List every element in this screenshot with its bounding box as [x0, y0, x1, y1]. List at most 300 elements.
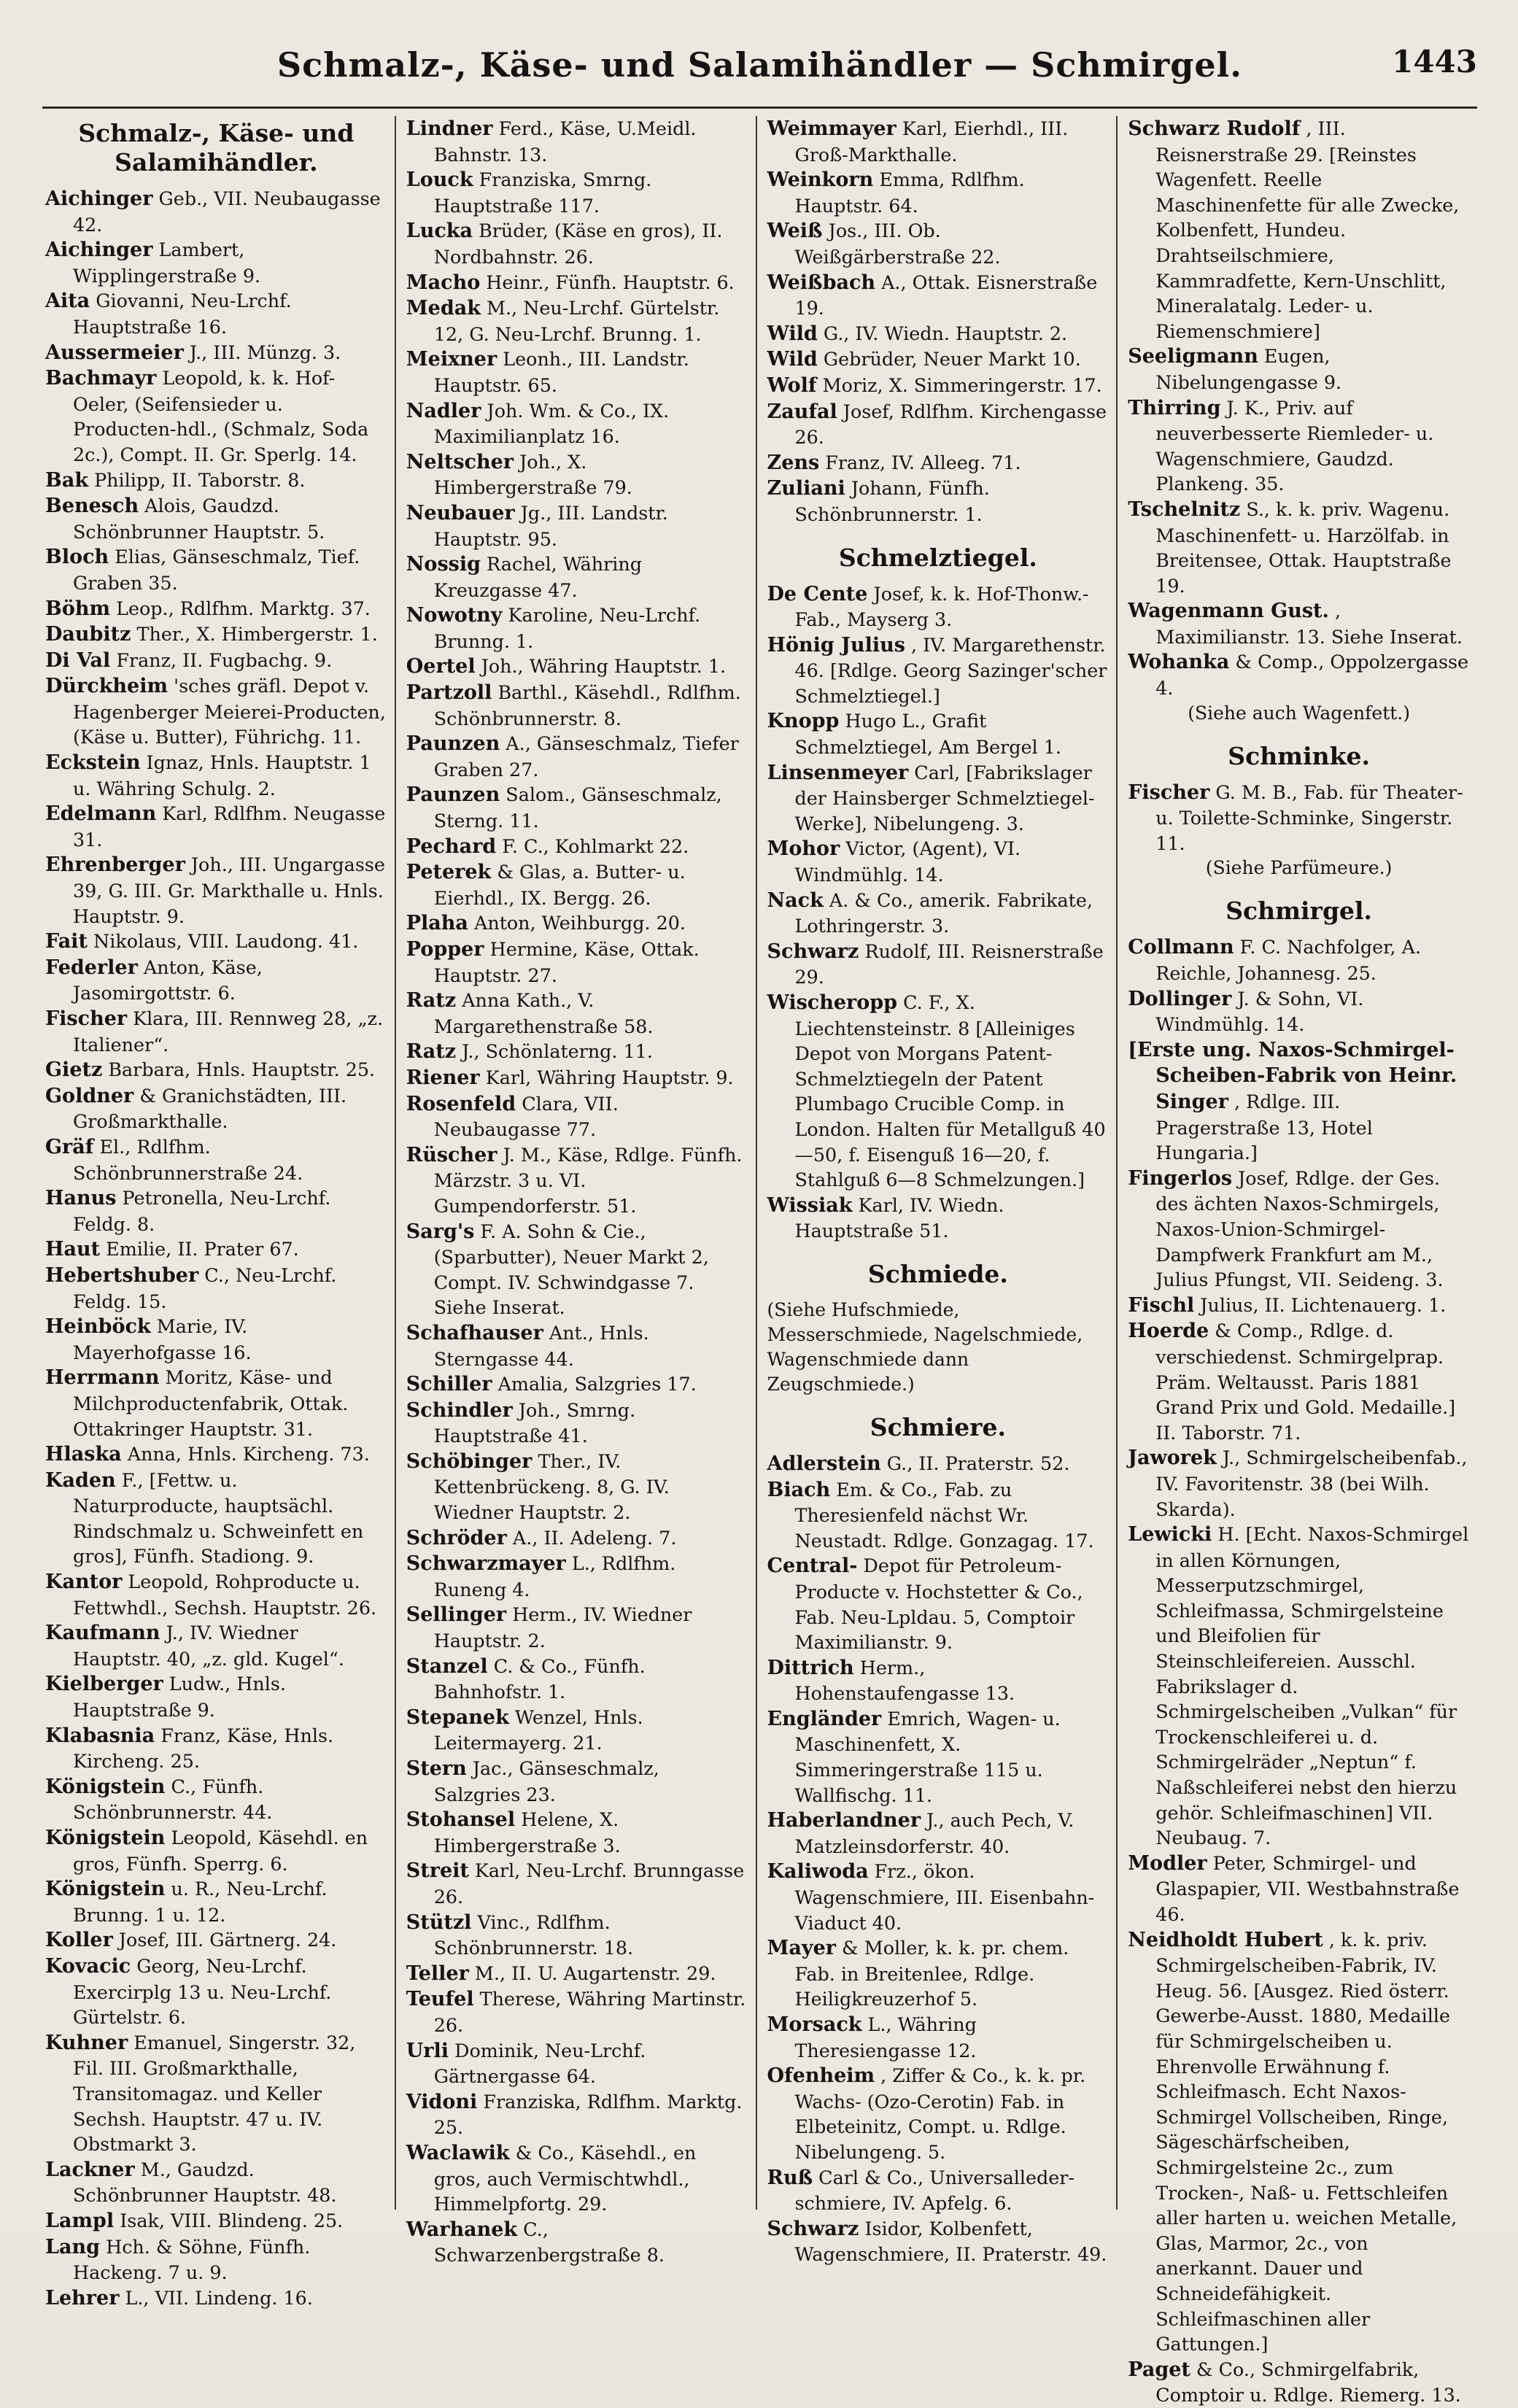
directory-entry: [1128, 116, 1470, 344]
directory-entry: [767, 218, 1110, 269]
entry-details: Jos., III. Ob. Weißgärberstraße 22.: [794, 220, 1001, 268]
directory-entry: [406, 910, 748, 937]
directory-entry: [767, 2063, 1110, 2164]
entry-name: Weiß: [767, 220, 823, 243]
entry-details: Peter, Schmirgel- und Glaspapier, VII. Westbahnstraße 46.: [1155, 1851, 1460, 1925]
entry-details: Nikolaus, VIII. Laudong. 41.: [87, 930, 359, 953]
entry-name: Wagenmann Gust.: [1128, 600, 1329, 623]
directory-entry: [406, 167, 748, 218]
entry-details: Joh., Smrng. Hauptstraße 41.: [433, 1398, 636, 1447]
entry-name: Kuhner: [45, 2031, 128, 2054]
directory-entry: [406, 1142, 748, 1219]
entry-details: , Maximilianstr. 13. Siehe Inserat.: [1155, 600, 1463, 648]
entry-name: Ofenheim: [767, 2064, 875, 2088]
directory-entry: [767, 321, 1110, 347]
entry-name: Neidholdt Hubert: [1128, 1928, 1323, 1951]
directory-entry: [406, 1065, 748, 1091]
entry-name: Schwarz: [767, 2217, 859, 2240]
entry-name: Popper: [406, 938, 484, 961]
entry-details: Karl, Währing Hauptstr. 9.: [479, 1066, 734, 1088]
directory-entry: [45, 2208, 387, 2234]
directory-entry: [45, 955, 387, 1006]
directory-entry: [767, 373, 1110, 399]
entry-name: Morsack: [767, 2013, 862, 2036]
entry-details: Leopold, Rohproducte u. Fettwhdl., Sechsh. Hauptstr. 26.: [73, 1571, 377, 1619]
entry-details: Therese, Währing Martinstr. 26.: [433, 1988, 746, 2036]
entry-details: Josef, Rdlge. der Ges. des ächten Naxos-Schmirgels, Naxos-Union-Schmirgel-Dampfwerk Frankfurt am M., Julius Pfungst, VII. Seideng. 3.: [1155, 1166, 1444, 1291]
directory-entry: [767, 399, 1110, 450]
directory-entry: [406, 1398, 748, 1449]
entry-details: , III. Reisnerstraße 29. [Reinstes Wagenfett. Reelle Maschinenfette für alle Zwecke, Kolbenfett, Hundeu. Drahtseilschmiere, Kammradfette, Kern-Unschlitt, Mineralatalg. Leder- u. Riemenschmiere]: [1155, 117, 1460, 342]
entry-name: Pechard: [406, 835, 497, 858]
entry-name: Wissiak: [767, 1193, 853, 1217]
entry-name: Stützl: [406, 1910, 472, 1934]
directory-entry: [406, 2038, 748, 2089]
entry-name: Streit: [406, 1859, 469, 1883]
directory-entry: [45, 1468, 387, 1569]
running-title: Schmalz-, Käse- und Salamihändler — Schmirgel.: [276, 45, 1243, 85]
entry-name: Lackner: [45, 2158, 135, 2181]
entry-details: Em. & Co., Fab. zu Theresienfeld nächst Wr. Neustadt. Rdlge. Gonzagag. 17.: [794, 1478, 1094, 1552]
entry-details: & Granichstädten, III. Großmarkthalle.: [73, 1084, 347, 1133]
directory-entry: [45, 1083, 387, 1134]
directory-entry: [45, 1314, 387, 1365]
directory-entry: [767, 1808, 1110, 1859]
entry-name: Teufel: [406, 1988, 474, 2011]
entry-name: Aussermeier: [45, 341, 184, 364]
entry-details: C., Fünfh. Schönbrunnerstr. 44.: [73, 1775, 273, 1824]
directory-entry: [767, 270, 1110, 321]
directory-entry: [45, 1006, 387, 1057]
entry-details: Wenzel, Hnls. Leitermayerg. 21.: [433, 1706, 643, 1754]
entry-name: Gräf: [45, 1135, 94, 1158]
entry-details: & Co., Käsehdl., en gros, auch Vermischtwhdl., Himmelpfortg. 29.: [433, 2141, 697, 2215]
section-heading: Schminke.: [1228, 741, 1370, 770]
entry-details: & Glas, a. Butter- u. Eierhdl., IX. Bergg. 26.: [433, 861, 686, 909]
entry-details: Carl, [Fabrikslager der Hainsberger Schmelztiegel-Werke], Nibelungeng. 3.: [794, 761, 1095, 835]
entry-details: Clara, VII. Neubaugasse 77.: [433, 1092, 619, 1141]
entry-details: Frz., ökon. Wagenschmiere, III. Eisenbahn-Viaduct 40.: [794, 1860, 1095, 1934]
directory-entry: [767, 1706, 1110, 1808]
entry-name: Teller: [406, 1962, 469, 1985]
entry-name: Modler: [1128, 1851, 1207, 1875]
entry-details: u. R., Neu-Lrchf. Brunng. 1 u. 12.: [73, 1878, 328, 1926]
entry-details: C. F., X. Liechtensteinstr. 8 [Alleiniges Depot von Morgans Patent-Schmelztiegeln der Patent Plumbago Crucible Comp. in London. Halten für Metallguß 40—50, f. Eisenguß 16—20, f. Stahlguß 6—8 Schmelzungen.]: [794, 991, 1106, 1191]
entry-name: Di Val: [45, 649, 111, 672]
entry-name: Warhanek: [406, 2218, 518, 2241]
column-3: [756, 116, 1117, 2266]
entry-details: Alois, Gaudzd. Schönbrunner Hauptstr. 5.: [73, 495, 325, 543]
directory-entry: [406, 680, 748, 731]
directory-entry: [45, 1236, 387, 1263]
entry-name: Mohor: [767, 837, 840, 861]
directory-entry: [406, 116, 748, 167]
directory-entry: [45, 544, 387, 595]
entry-details: Ther., IV. Kettenbrückeng. 8, G. IV. Wiedner Hauptstr. 2.: [433, 1449, 670, 1524]
entry-name: Paget: [1128, 2358, 1190, 2381]
entry-name: Tschelnitz: [1128, 498, 1241, 521]
entry-details: Rudolf, III. Reisnerstraße 29.: [794, 940, 1104, 988]
entry-name: Koller: [45, 1929, 113, 1952]
directory-entry: [45, 852, 387, 929]
directory-entry: [406, 1602, 748, 1653]
entry-details: A., Gänseschmalz, Tiefer Graben 27.: [433, 732, 739, 781]
section-heading: Schmirgel.: [1225, 897, 1373, 926]
directory-entry: [406, 1654, 748, 1705]
directory-entry: [45, 1263, 387, 1314]
entry-name: Fingerlos: [1128, 1166, 1233, 1190]
directory-entry: [767, 1655, 1110, 1706]
entry-name: Kaliwoda: [767, 1860, 869, 1884]
entry-name: Hoerde: [1128, 1320, 1209, 1343]
entry-details: Geb., VII. Neubaugasse 42.: [73, 187, 381, 236]
directory-entry: [406, 654, 748, 680]
section-heading: Schmalz-, Käse- und Salamihändler.: [78, 119, 355, 177]
entry-name: Paunzen: [406, 732, 500, 756]
directory-entry: [406, 1551, 748, 1602]
entry-name: Mayer: [767, 1937, 836, 1960]
entry-details: Elias, Gänseschmalz, Tief. Graben 35.: [73, 546, 360, 594]
entry-name: Bloch: [45, 546, 109, 569]
entry-details: L., VII. Lindeng. 16.: [119, 2286, 313, 2309]
entry-name: Böhm: [45, 597, 111, 620]
directory-entry: [406, 2140, 748, 2217]
directory-entry: [406, 1910, 748, 1961]
entry-name: Aita: [45, 290, 90, 313]
entry-name: Nowotny: [406, 604, 503, 627]
entry-name: Lewicki: [1128, 1523, 1212, 1546]
directory-entry: [45, 365, 387, 467]
entry-name: Schwarzmayer: [406, 1552, 566, 1576]
entry-name: Wolf: [767, 373, 817, 397]
entry-details: C., Schwarzenbergstraße 8.: [433, 2218, 665, 2266]
entry-details: G., IV. Wiedn. Hauptstr. 2.: [817, 322, 1068, 344]
entry-name: Fait: [45, 930, 88, 953]
directory-entry: [406, 859, 748, 910]
entry-details: J., Schönlaterng. 11.: [456, 1040, 653, 1063]
directory-entry: [767, 632, 1110, 709]
entry-name: Hönig Julius: [767, 633, 905, 657]
directory-entry: [45, 1569, 387, 1620]
entry-name: Neubauer: [406, 501, 515, 524]
directory-entry: [45, 1185, 387, 1236]
entry-details: Franz, IV. Alleeg. 71.: [819, 451, 1021, 473]
entry-name: Benesch: [45, 495, 139, 518]
entry-details: Marie, IV. Mayerhofgasse 16.: [73, 1315, 252, 1363]
directory-entry: [45, 1441, 387, 1468]
entry-name: Central-: [767, 1555, 858, 1578]
section-heading: Schmelztiegel.: [838, 543, 1037, 572]
entry-details: Joh. Wm. & Co., IX. Maximilianplatz 16.: [433, 399, 670, 448]
entry-details: G., II. Praterstr. 52.: [880, 1452, 1070, 1474]
directory-entry: [767, 760, 1110, 837]
entry-name: Neltscher: [406, 450, 514, 473]
entry-name: Kaufmann: [45, 1622, 160, 1645]
entry-name: Biach: [767, 1478, 831, 1501]
entry-name: Lindner: [406, 117, 493, 140]
directory-entry: [767, 708, 1110, 759]
directory-entry: [406, 937, 748, 988]
entry-name: Rüscher: [406, 1143, 497, 1166]
entry-details: Salom., Gänseschmalz, Sterng. 11.: [433, 783, 722, 832]
entry-details: Isidor, Kolbenfett, Wagenschmiere, II. Praterstr. 49.: [794, 2217, 1107, 2266]
entry-details: A., Ottak. Eisnerstraße 19.: [794, 271, 1098, 320]
directory-entry: [45, 1927, 387, 1954]
directory-entry: [406, 1961, 748, 1987]
directory-entry: [767, 2165, 1110, 2216]
entry-name: Zaufal: [767, 400, 837, 423]
directory-entry: [1128, 497, 1470, 598]
entry-name: Wischeropp: [767, 991, 898, 1014]
entry-name: Schwarz: [767, 940, 859, 963]
entry-name: Dollinger: [1128, 987, 1232, 1010]
entry-details: Karl, Neu-Lrchf. Brunngasse 26.: [433, 1859, 745, 1908]
entry-name: Federler: [45, 956, 138, 979]
entry-name: Eckstein: [45, 751, 141, 775]
directory-entry: [767, 1935, 1110, 2012]
directory-entry: [767, 347, 1110, 373]
entry-details: Hermine, Käse, Ottak. Hauptstr. 27.: [433, 938, 700, 986]
directory-entry: [406, 782, 748, 833]
entry-name: Aichinger: [45, 187, 153, 210]
entry-details: Georg, Neu-Lrchf. Exercirplg 13 u. Neu-Lrchf. Gürtelstr. 6.: [73, 1954, 332, 2029]
entry-name: Wild: [767, 322, 818, 345]
entry-details: Eugen, Nibelungengasse 9.: [1155, 345, 1342, 393]
entry-name: Ratz: [406, 989, 457, 1013]
directory-entry: [45, 1671, 387, 1722]
directory-entry: [45, 648, 387, 674]
entry-name: Bachmayr: [45, 367, 157, 390]
entry-name: Königstein: [45, 1775, 166, 1798]
column-4: [1116, 116, 1477, 2407]
entry-name: Hebertshuber: [45, 1263, 199, 1287]
entry-details: Karoline, Neu-Lrchf. Brunng. 1.: [433, 604, 701, 652]
entry-details: Barthl., Käsehdl., Rdlfhm. Schönbrunnerstr. 8.: [433, 681, 741, 729]
directory-entry: [45, 596, 387, 622]
entry-details: J. & Sohn, VI. Windmühlg. 14.: [1155, 987, 1364, 1036]
entry-details: & Moller, k. k. pr. chem. Fab. in Breitenlee, Rdlge. Heiligkreuzerhof 5.: [794, 1937, 1069, 2010]
entry-details: F. A. Sohn & Cie., (Sparbutter), Neuer Markt 2, Compt. IV. Schwindgasse 7. Siehe Inserat.: [433, 1220, 709, 1319]
directory-entry: [767, 1859, 1110, 1935]
entry-details: Josef, Rdlfhm. Kirchengasse 26.: [794, 400, 1107, 449]
entry-details: Franziska, Rdlfhm. Marktg. 25.: [433, 2090, 743, 2139]
directory-entry: [45, 2234, 387, 2285]
entry-name: Nadler: [406, 399, 481, 422]
directory-entry: [1128, 934, 1470, 986]
directory-entry: [45, 493, 387, 544]
entry-name: Louck: [406, 169, 473, 192]
see-also-note: (Siehe auch Wagenfett.): [1188, 702, 1410, 724]
entry-details: J. M., Käse, Rdlge. Fünfh. Märzstr. 3 u. VI. Gumpendorferstr. 51.: [433, 1143, 743, 1217]
entry-name: De Cente: [767, 582, 868, 605]
directory-entry: [1128, 649, 1470, 700]
entry-name: Schafhauser: [406, 1321, 543, 1344]
entry-details: Isak, VIII. Blindeng. 25.: [114, 2209, 344, 2231]
entry-details: Karl, IV. Wiedn. Hauptstraße 51.: [794, 1193, 1004, 1242]
directory-entry: [406, 1858, 748, 1909]
entry-name: Ruß: [767, 2166, 813, 2189]
directory-entry: [406, 1756, 748, 1807]
directory-entry: [45, 288, 387, 339]
directory-columns: [42, 116, 1477, 2407]
entry-details: Leopold, k. k. Hof-Oeler, (Seifensieder u. Producten-hdl., (Schmalz, Soda 2c.), Compt. II. Gr. Sperlg. 14.: [73, 367, 369, 465]
entry-details: Depot für Petroleum-Producte v. Hochstetter & Co., Fab. Neu-Lpldau. 5, Comptoir Maximilianstr. 9.: [794, 1555, 1083, 1654]
entry-details: Rachel, Währing Kreuzgasse 47.: [433, 553, 642, 601]
entry-name: Weinkorn: [767, 169, 874, 192]
directory-entry: [45, 340, 387, 366]
entry-details: Petronella, Neu-Lrchf. Feldg. 8.: [73, 1187, 331, 1235]
entry-details: Victor, (Agent), VI. Windmühlg. 14.: [794, 837, 1021, 886]
entry-name: Knopp: [767, 710, 840, 733]
entry-details: M., II. U. Augartenstr. 29.: [468, 1962, 716, 1984]
directory-entry: [1128, 1851, 1470, 1927]
entry-details: Franz, II. Fugbachg. 9.: [110, 649, 333, 671]
entry-name: Lucka: [406, 220, 473, 243]
directory-entry: [406, 347, 748, 398]
entry-name: Kaden: [45, 1468, 116, 1492]
entry-details: Ant., Hnls. Sterngasse 44.: [433, 1321, 649, 1370]
entry-name: Engländer: [767, 1707, 882, 1730]
directory-entry: [406, 834, 748, 860]
directory-entry: [406, 551, 748, 603]
entry-name: Adlerstein: [767, 1452, 881, 1475]
section-heading: Schmiere.: [870, 1412, 1006, 1441]
entry-name: Dittrich: [767, 1656, 854, 1679]
entry-details: M., Gaudzd. Schönbrunner Hauptstr. 48.: [73, 2158, 337, 2207]
entry-details: Joh., Währing Hauptstr. 1.: [475, 655, 727, 678]
entry-name: Stanzel: [406, 1654, 488, 1678]
entry-details: Johann, Fünfh. Schönbrunnerstr. 1.: [794, 477, 990, 525]
entry-name: Lehrer: [45, 2286, 120, 2310]
entry-details: 'sches gräfl. Depot v. Hagenberger Meierei-Producten, (Käse u. Butter), Führichg. 11.: [73, 675, 386, 748]
directory-entry: [45, 1954, 387, 2030]
entry-details: Klara, III. Rennweg 28, „z. Italiener“.: [73, 1007, 384, 1056]
column-2: [395, 116, 756, 2266]
entry-name: Zens: [767, 451, 820, 474]
entry-details: Barbara, Hnls. Hauptstr. 25.: [102, 1058, 376, 1081]
entry-name: Paunzen: [406, 783, 500, 807]
directory-entry: [767, 939, 1110, 990]
entry-name: [Erste ung. Naxos-Schmirgel-Scheiben-Fabrik von Heinr. Singer: [1128, 1038, 1457, 1113]
entry-details: Philipp, II. Taborstr. 8.: [88, 468, 306, 491]
entry-details: Dominik, Neu-Lrchf. Gärtnergasse 64.: [433, 2039, 646, 2088]
directory-entry: [45, 673, 387, 750]
directory-entry: [406, 1705, 748, 1756]
entry-details: F. C. Nachfolger, A. Reichle, Johannesg. 25.: [1155, 936, 1422, 985]
entry-name: Nossig: [406, 553, 481, 576]
entry-name: Weimmayer: [767, 117, 897, 140]
entry-details: C., Neu-Lrchf. Feldg. 15.: [73, 1263, 337, 1312]
entry-details: Hch. & Söhne, Fünfh. Hackeng. 7 u. 9.: [73, 2235, 311, 2284]
entry-name: Sellinger: [406, 1603, 507, 1627]
entry-name: Oertel: [406, 655, 476, 678]
entry-details: Anton, Weihburgg. 20.: [468, 912, 686, 934]
directory-entry: [45, 2157, 387, 2208]
entry-details: Franz, Käse, Hnls. Kircheng. 25.: [73, 1724, 334, 1773]
entry-name: Schöbinger: [406, 1449, 533, 1473]
directory-entry: [767, 2012, 1110, 2063]
entry-name: Weißbach: [767, 271, 876, 294]
entry-details: Heinr., Fünfh. Hauptstr. 6.: [480, 271, 735, 293]
entry-details: Joh., X. Himbergerstraße 79.: [433, 450, 632, 499]
entry-name: Bak: [45, 468, 89, 492]
page-number: 1443: [1392, 44, 1477, 80]
entry-name: Wohanka: [1128, 651, 1230, 674]
directory-entry: [45, 1723, 387, 1774]
directory-entry: [1128, 1166, 1470, 1293]
entry-name: Seeligmann: [1128, 345, 1258, 368]
entry-name: Meixner: [406, 348, 497, 371]
entry-details: C. & Co., Fünfh. Bahnhofstr. 1.: [433, 1654, 646, 1703]
entry-details: J., III. Münzg. 3.: [183, 341, 341, 363]
entry-details: & Comp., Rdlge. d. verschiedenst. Schmirgelprap. Präm. Weltausst. Paris 1881 Grand Prix und Gold. Medaille.] II. Taborstr. 71.: [1155, 1320, 1456, 1444]
entry-details: J., auch Pech, V. Matzleinsdorferstr. 40.: [794, 1809, 1074, 1857]
entry-details: M., Neu-Lrchf. Gürtelstr. 12, G. Neu-Lrchf. Brunng. 1.: [433, 297, 720, 345]
directory-entry: [406, 2089, 748, 2140]
entry-name: Schröder: [406, 1526, 507, 1549]
entry-name: Haut: [45, 1238, 101, 1261]
entry-name: Nack: [767, 889, 824, 912]
entry-details: Emma, Rdlfhm. Hauptstr. 64.: [794, 169, 1025, 217]
entry-name: Fischer: [45, 1007, 128, 1030]
entry-details: Anna, Hnls. Kircheng. 73.: [121, 1443, 370, 1466]
entry-details: & Co., Schmirgelfabrik, Comptoir u. Rdlge. Riemerg. 13.: [1155, 2358, 1461, 2407]
entry-name: Linsenmeyer: [767, 761, 909, 784]
entry-name: Heinböck: [45, 1315, 151, 1339]
directory-entry: [406, 218, 748, 269]
entry-name: Wild: [767, 348, 818, 371]
cross-reference: (Siehe Hufschmiede, Messerschmiede, Nagelschmiede, Wagenschmiede dann Zeugschmiede.): [767, 1298, 1083, 1395]
directory-entry: [767, 581, 1110, 632]
directory-entry: [45, 1876, 387, 1927]
entry-details: Josef, k. k. Hof-Thonw.-Fab., Mayserg 3.: [794, 582, 1089, 631]
entry-name: Gietz: [45, 1058, 103, 1082]
directory-entry: [45, 929, 387, 955]
directory-entry: [45, 1057, 387, 1083]
directory-entry: [1128, 986, 1470, 1037]
entry-details: L., Rdlfhm. Runeng 4.: [433, 1552, 676, 1600]
entry-name: Jaworek: [1128, 1447, 1217, 1470]
entry-details: Hugo L., Grafit Schmelztiegel, Am Bergel 1.: [794, 710, 1061, 759]
directory-entry: [45, 1774, 387, 1825]
entry-details: Franziska, Smrng. Hauptstraße 117.: [433, 169, 652, 217]
entry-name: Königstein: [45, 1827, 166, 1849]
entry-details: J., Schmirgelscheibenfab., IV. Favoritenstr. 38 (bei Wilh. Skarda).: [1155, 1447, 1468, 1520]
entry-name: Goldner: [45, 1084, 134, 1107]
directory-entry: [406, 1219, 748, 1320]
entry-details: S., k. k. priv. Wagenu. Maschinenfett- u. Harzölfab. in Breitensee, Ottak. Hauptstraße 19.: [1155, 498, 1452, 597]
entry-details: Moriz, X. Simmeringerstr. 17.: [816, 373, 1102, 396]
entry-details: Karl, Rdlfhm. Neugasse 31.: [73, 802, 386, 851]
entry-details: El., Rdlfhm. Schönbrunnerstraße 24.: [73, 1135, 303, 1184]
entry-details: Jac., Gänseschmalz, Salzgries 23.: [433, 1757, 659, 1805]
directory-entry: [406, 2217, 748, 2268]
entry-details: & Comp., Oppolzergasse 4.: [1155, 651, 1469, 700]
directory-entry: [406, 500, 748, 551]
directory-entry: [767, 167, 1110, 218]
directory-entry: [406, 270, 748, 296]
entry-details: F. C., Kohlmarkt 22.: [496, 835, 689, 857]
entry-name: Klabasnia: [45, 1724, 155, 1747]
entry-name: Schindler: [406, 1398, 513, 1422]
entry-details: Jg., III. Landstr. Hauptstr. 95.: [433, 501, 668, 550]
directory-entry: [767, 836, 1110, 887]
directory-entry: [1128, 1927, 1470, 2357]
entry-details: Julius, II. Lichtenauerg. 1.: [1194, 1293, 1447, 1316]
entry-name: Lampl: [45, 2209, 115, 2232]
see-also-note: (Siehe Parfümeure.): [1205, 857, 1393, 879]
entry-details: Karl, Eierhdl., III. Groß-Markthalle.: [794, 117, 1069, 166]
